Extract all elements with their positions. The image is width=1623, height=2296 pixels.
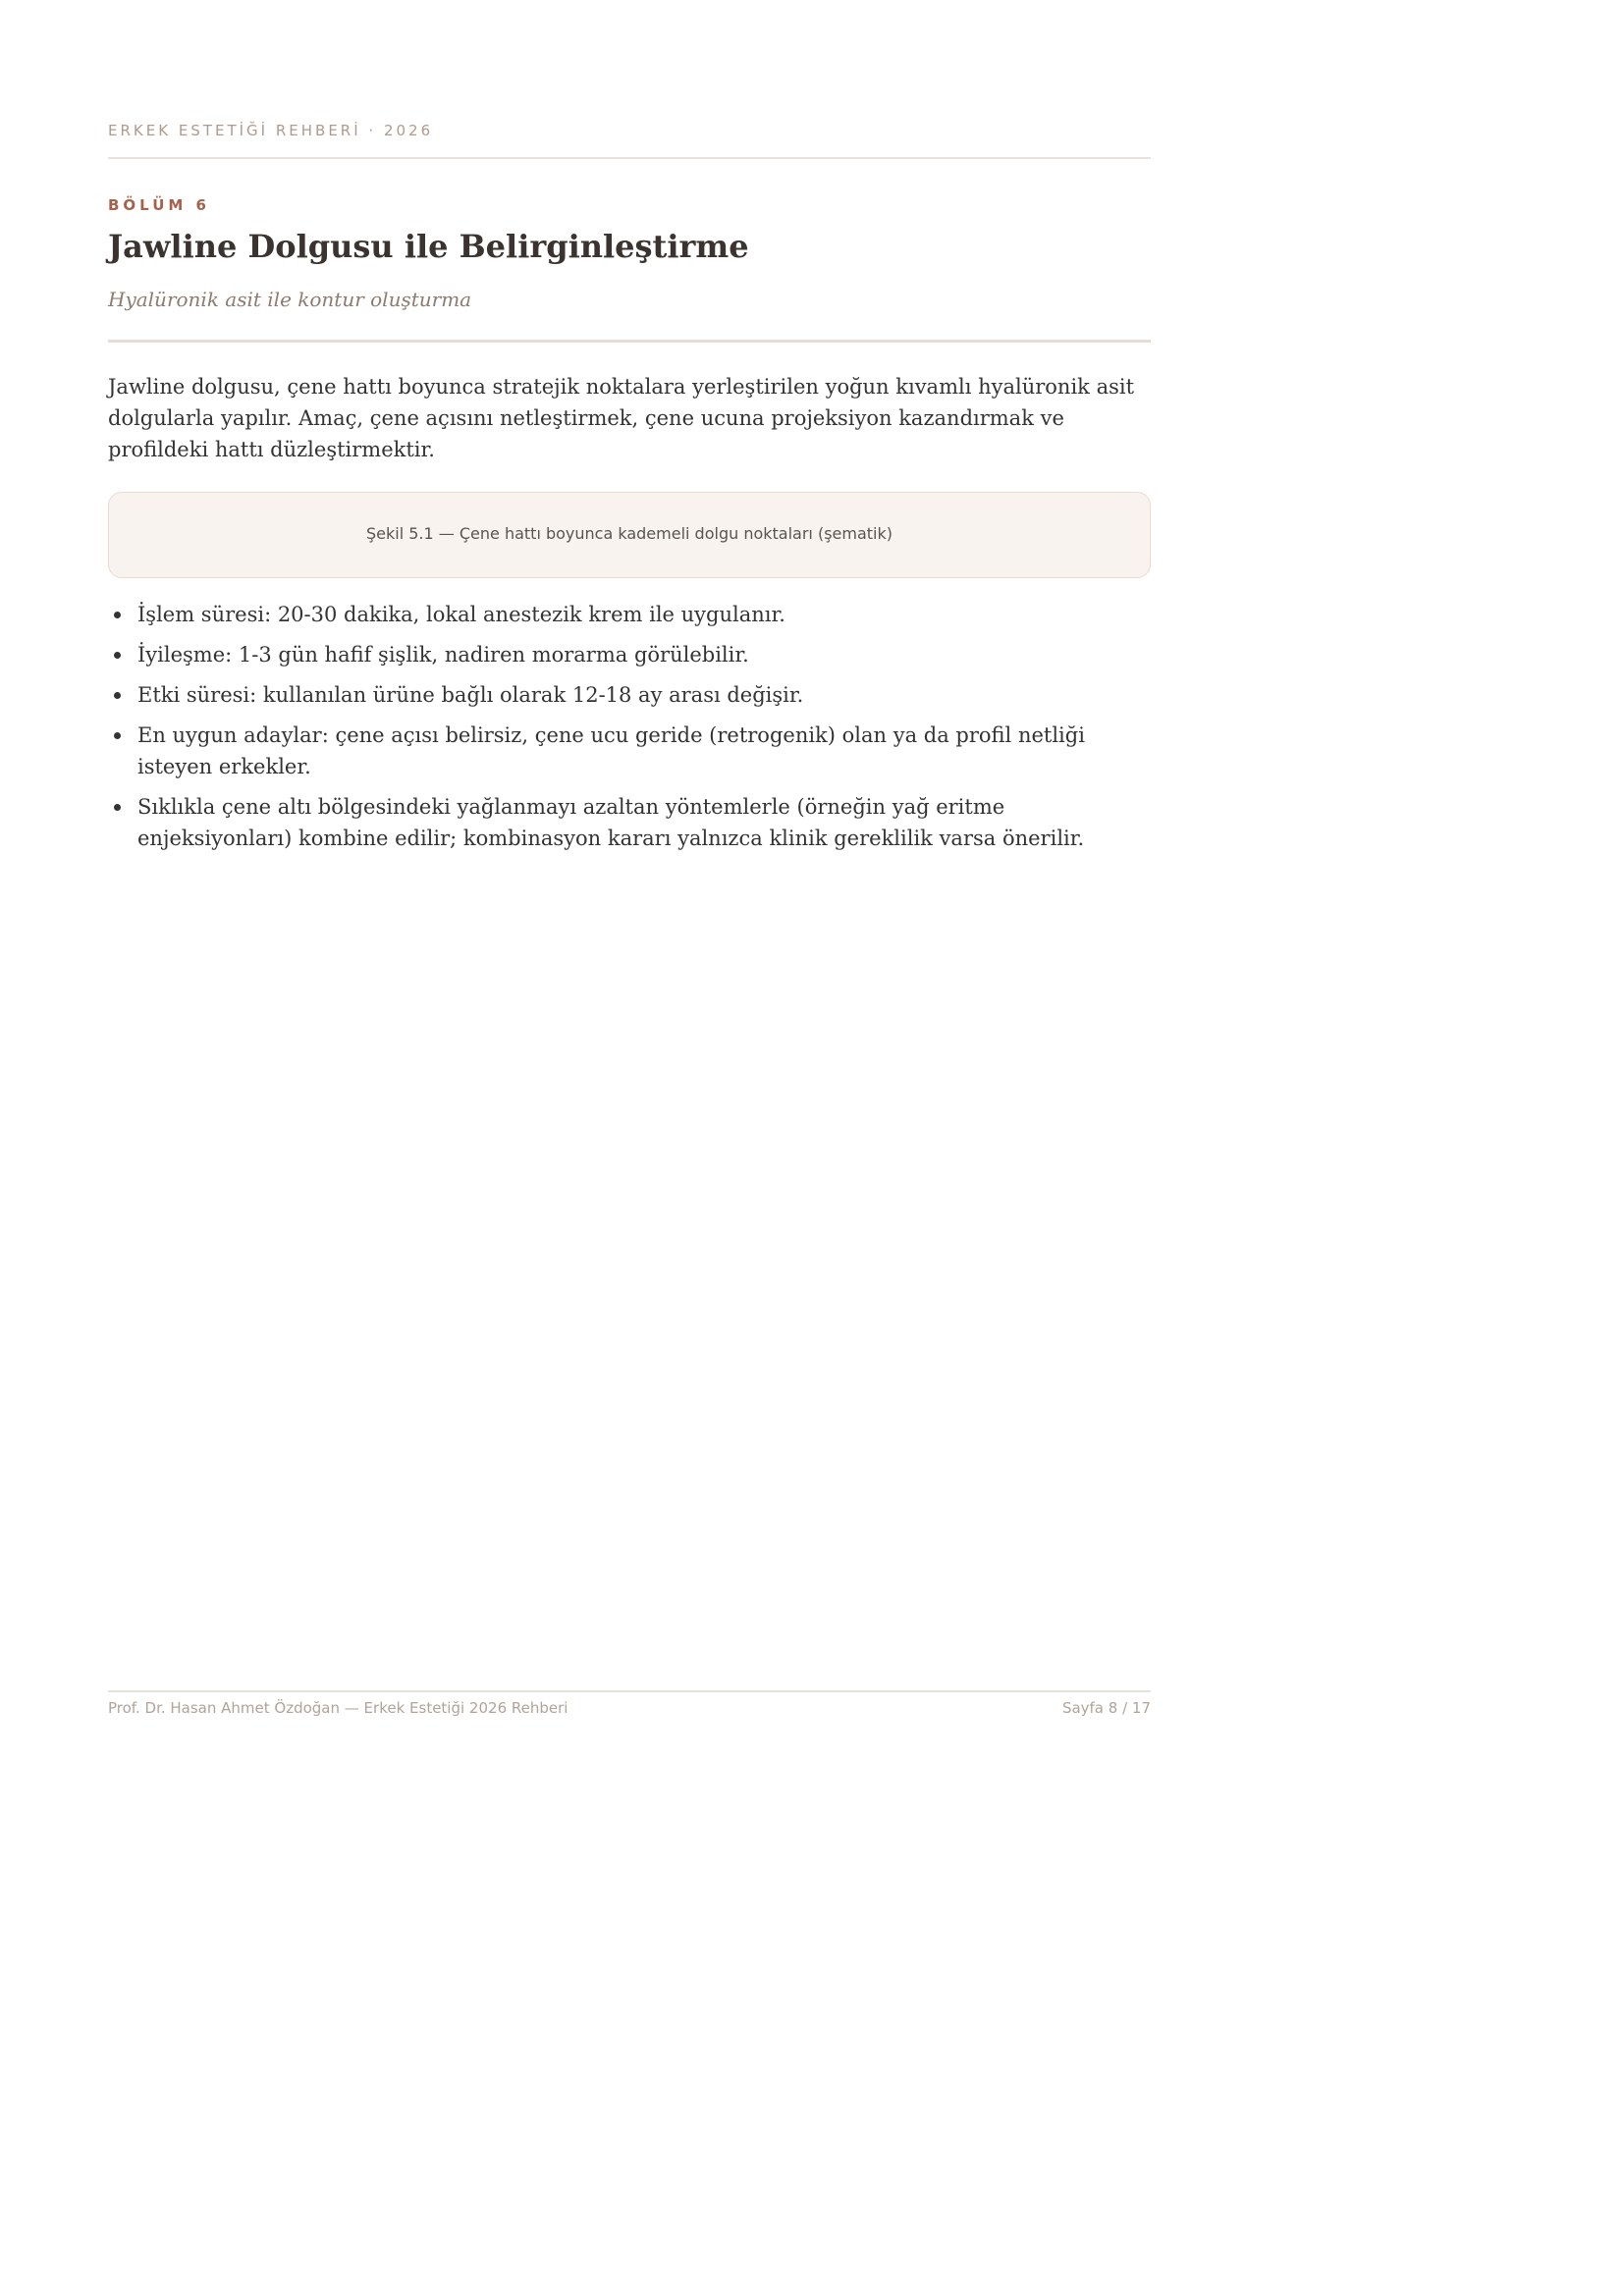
list-item xyxy=(108,679,1151,711)
list-item-text: İşlem süresi: 20-30 dakika, lokal anestezik krem ile uygulanır. xyxy=(137,603,785,626)
bullet-icon xyxy=(114,692,121,699)
list-item-text: Etki süresi: kullanılan ürüne bağlı olarak 12-18 ay arası değişir. xyxy=(137,683,804,707)
list-item-text: İyileşme: 1-3 gün hafif şişlik, nadiren morarma görülebilir. xyxy=(137,643,749,667)
page-title: Jawline Dolgusu ile Belirginleştirme xyxy=(108,228,749,265)
list-item-text: Sıklıkla çene altı bölgesindeki yağlanmayı azaltan yöntemlerle (örneğin yağ eritme enjeksiyonları) kombine edilir; kombinasyon kararı yalnızca klinik gereklilik varsa önerilir. xyxy=(137,795,1085,850)
bullet-icon xyxy=(114,732,121,739)
header-divider xyxy=(108,157,1151,159)
intro-paragraph: Jawline dolgusu, çene hattı boyunca stratejik noktalara yerleştirilen yoğun kıvamlı hyalüronik asit dolgularla yapılır. Amaç, çene açısını netleştirmek, çene ucuna projeksiyon kazandırmak ve profildeki hattı düzleştirmektir. xyxy=(108,375,1135,461)
bullet-icon xyxy=(114,652,121,659)
figure-placeholder xyxy=(108,492,1151,578)
footer-author: Prof. Dr. Hasan Ahmet Özdoğan — Erkek Estetiği 2026 Rehberi xyxy=(108,1699,568,1717)
list-item xyxy=(108,599,1151,630)
title-divider xyxy=(108,340,1151,343)
document-page xyxy=(108,0,1151,2296)
bullet-list xyxy=(108,599,1151,863)
bullet-icon xyxy=(114,804,121,811)
bullet-icon xyxy=(114,612,121,618)
footer-divider xyxy=(108,1690,1151,1692)
list-item xyxy=(108,720,1151,782)
list-item-text: En uygun adaylar: çene açısı belirsiz, çene ucu geride (retrogenik) olan ya da profil netliği isteyen erkekler. xyxy=(137,723,1085,778)
chapter-label: BÖLÜM 6 xyxy=(108,196,210,214)
running-header: ERKEK ESTETİĞİ REHBERİ · 2026 xyxy=(108,122,434,139)
figure-caption: Şekil 5.1 — Çene hattı boyunca kademeli dolgu noktaları (şematik) xyxy=(366,524,893,543)
list-item xyxy=(108,639,1151,670)
page-subtitle: Hyalüronik asit ile kontur oluşturma xyxy=(108,288,472,311)
page-number: Sayfa 8 / 17 xyxy=(1061,1699,1151,1717)
list-item xyxy=(108,791,1151,854)
